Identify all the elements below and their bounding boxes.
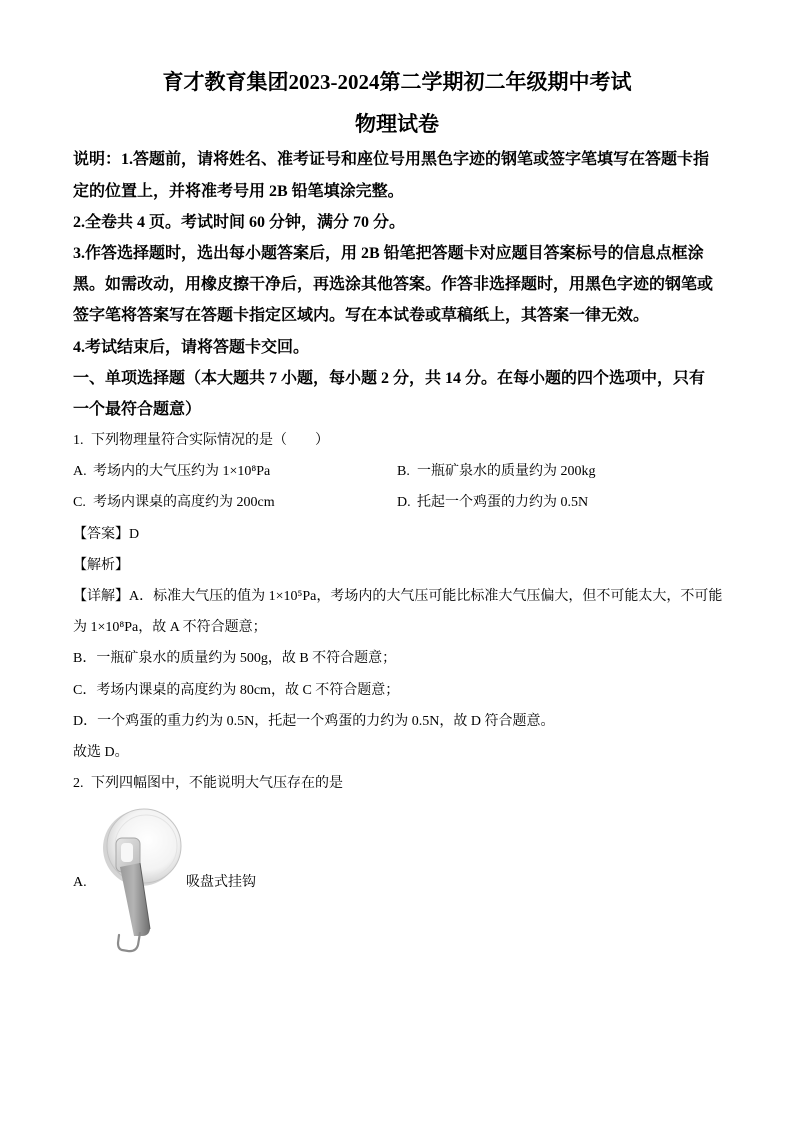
option-a-label: A. bbox=[73, 464, 87, 480]
option-b bbox=[397, 464, 596, 479]
hook-hinge-highlight bbox=[121, 843, 133, 862]
explanation-line: B．一瓶矿泉水的质量约为 500g，故 B 不符合题意； bbox=[73, 651, 397, 667]
instruction-line: 说明：1.答题前，请将姓名、准考证号和座位号用黑色字迹的钢笔或签字笔填写在答题卡指 bbox=[73, 151, 710, 169]
explanation-line: D．一个鸡蛋的重力约为 0.5N，托起一个鸡蛋的力约为 0.5N，故 D 符合题意。 bbox=[73, 713, 555, 729]
option-a-text: 考场内的大气压约为 1×10⁸Pa bbox=[93, 464, 271, 480]
analysis-heading: 【解析】 bbox=[73, 557, 129, 573]
question-2-stem: 下列四幅图中，不能说明大气压存在的是 bbox=[91, 776, 343, 792]
question-2-option-a-figure bbox=[73, 805, 393, 955]
instruction-line: 黑。如需改动，用橡皮擦干净后，再选涂其他答案。作答非选择题时，用黑色字迹的钢笔或 bbox=[73, 276, 714, 294]
explanation-line: 为 1×10⁸Pa，故 A 不符合题意； bbox=[73, 620, 267, 636]
suction-cup-hook-image bbox=[96, 805, 186, 955]
instruction-line: 3.作答选择题时，选出每小题答案后，用 2B 铅笔把答题卡对应题目答案标号的信息点框涂 bbox=[73, 244, 704, 262]
page-title: 育才教育集团2023-2024第二学期初二年级期中考试 bbox=[162, 70, 632, 94]
option-d bbox=[397, 495, 588, 510]
instruction-line: 签字笔将答案写在答题卡指定区域内。写在本试卷或草稿纸上，其答案一律无效。 bbox=[73, 307, 650, 325]
explanation-line: C．考场内课桌的高度约为 80cm，故 C 不符合题意； bbox=[73, 682, 400, 698]
page-subtitle: 物理试卷 bbox=[355, 112, 439, 136]
option-b-label: B. bbox=[397, 464, 410, 480]
options-row bbox=[73, 456, 733, 487]
option-a bbox=[73, 456, 397, 487]
question-1-stem: 下列物理量符合实际情况的是（ ） bbox=[91, 433, 329, 449]
answer-line: 【答案】D bbox=[73, 526, 140, 542]
instruction-line: 2.全卷共 4 页。考试时间 60 分钟，满分 70 分。 bbox=[73, 213, 406, 231]
section-heading: 一个最符合题意） bbox=[73, 400, 202, 418]
explanation-line: 【详解】A．标准大气压的值为 1×10⁵Pa，考场内的大气压可能比标准大气压偏大，但不可能太大，不可能 bbox=[73, 589, 723, 605]
question-2 bbox=[73, 768, 733, 799]
figure-option-a-label: A. bbox=[73, 875, 87, 890]
figure-option-a-caption: 吸盘式挂钩 bbox=[186, 875, 256, 890]
option-d-text: 托起一个鸡蛋的力约为 0.5N bbox=[417, 495, 589, 511]
instruction-line: 4.考试结束后，请将答题卡交回。 bbox=[73, 338, 310, 356]
exam-content bbox=[73, 144, 733, 799]
question-2-number: 2. bbox=[73, 776, 84, 792]
instruction-line: 定的位置上，并将准考号用 2B 铅笔填涂完整。 bbox=[73, 182, 404, 200]
question-1 bbox=[73, 425, 733, 456]
option-c-text: 考场内课桌的高度约为 200cm bbox=[93, 495, 275, 511]
option-c bbox=[73, 487, 397, 518]
option-b-text: 一瓶矿泉水的质量约为 200kg bbox=[417, 464, 596, 480]
option-d-label: D. bbox=[397, 495, 411, 511]
explanation-line: 故选 D。 bbox=[73, 744, 129, 760]
options-row bbox=[73, 487, 733, 518]
question-1-number: 1. bbox=[73, 433, 84, 449]
section-heading: 一、单项选择题（本大题共 7 小题，每小题 2 分，共 14 分。在每小题的四个选项中，只有 bbox=[73, 369, 706, 387]
option-c-label: C. bbox=[73, 495, 86, 511]
